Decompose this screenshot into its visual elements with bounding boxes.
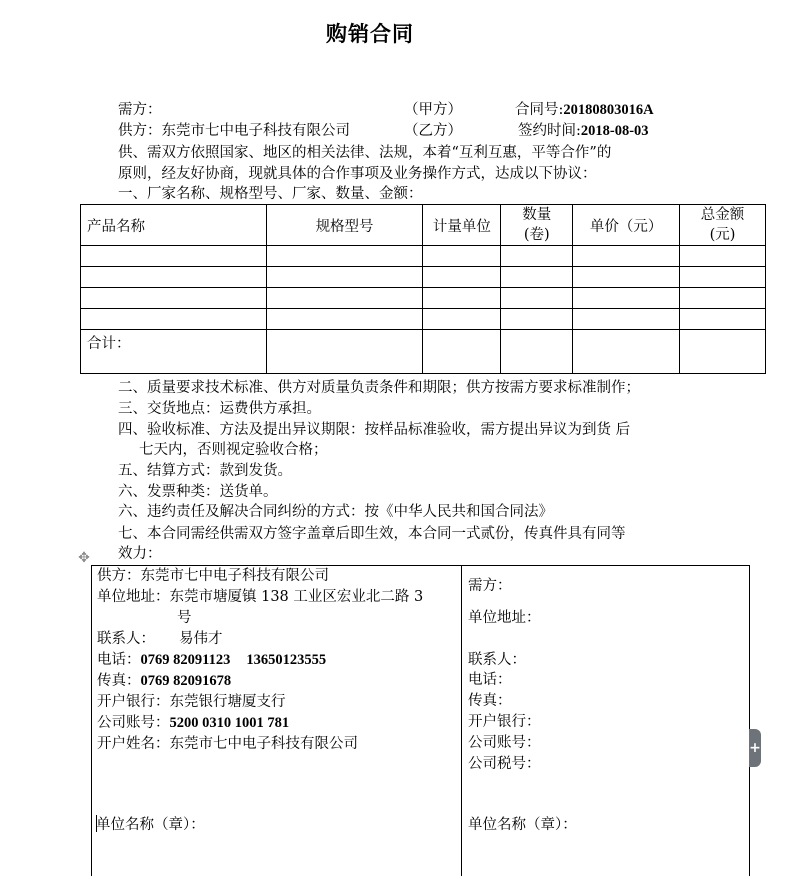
table-row xyxy=(81,267,766,288)
supplier-phone-line xyxy=(97,650,423,671)
supplier-bank-label: 开户银行： xyxy=(97,694,170,710)
clause-6-invoice: 六、发票种类：送货单。 xyxy=(118,484,278,500)
header-unit: 计量单位 xyxy=(423,205,501,246)
contract-number xyxy=(515,100,654,121)
clause-one-heading: 一、厂家名称、规格型号、厂家、数量、金额： xyxy=(118,186,423,202)
preamble-line-1: 供、需双方依照国家、地区的相关法律、法规，本着“互利互惠，平等合作”的 xyxy=(118,145,612,161)
table-cell[interactable] xyxy=(680,288,766,309)
header-total-label: 总金额 xyxy=(700,207,745,223)
table-cell[interactable] xyxy=(423,267,501,288)
clause-4-continued: 七天内，否则视定验收合格； xyxy=(139,442,328,458)
table-cell[interactable] xyxy=(423,246,501,267)
signature-divider xyxy=(461,566,462,876)
clause-7: 七、本合同需经供需双方签字盖章后即生效，本合同一式贰份，传真件具有同等 xyxy=(118,526,626,542)
table-cell[interactable] xyxy=(573,246,680,267)
party-b-label: （乙方） xyxy=(404,123,462,139)
table-cell[interactable] xyxy=(573,330,680,374)
supplier-account-line xyxy=(97,713,423,734)
buyer-phone-label: 电话： xyxy=(468,672,512,688)
table-cell[interactable] xyxy=(266,267,423,288)
supplier-seal-label: 单位名称（章）： xyxy=(96,817,205,833)
table-cell[interactable] xyxy=(501,309,573,330)
buyer-label: 需方： xyxy=(118,102,162,118)
supplier-account-value: 5200 0310 1001 781 xyxy=(169,715,290,731)
supplier-contact-label: 联系人： xyxy=(97,631,155,647)
supplier-name-value: 东莞市七中电子科技有限公司 xyxy=(140,568,329,584)
clause-3: 三、交货地点：运费供方承担。 xyxy=(118,401,321,417)
table-cell[interactable] xyxy=(266,288,423,309)
header-product-name: 产品名称 xyxy=(81,205,267,246)
move-arrows-icon[interactable]: ✥ xyxy=(78,550,90,566)
table-cell[interactable] xyxy=(266,330,423,374)
table-cell[interactable] xyxy=(423,288,501,309)
supplier-fax-value: 0769 82091678 xyxy=(140,673,232,689)
supplier-account-label: 公司账号： xyxy=(97,715,170,731)
table-cell[interactable] xyxy=(81,246,267,267)
table-cell[interactable] xyxy=(81,267,267,288)
table-cell[interactable] xyxy=(501,246,573,267)
buyer-bank-label: 开户银行： xyxy=(468,714,541,730)
buyer-address-label: 单位地址： xyxy=(468,610,541,626)
clause-4: 四、验收标准、方法及提出异议期限：按样品标准验收，需方提出异议为到货 后 xyxy=(118,422,631,438)
preamble-line-2: 原则，经友好协商，现就具体的合作事项及业务操作方式，达成以下协议： xyxy=(118,166,597,182)
seller-value: 东莞市七中电子科技有限公司 xyxy=(161,123,350,139)
buyer-account-label: 公司账号： xyxy=(468,735,541,751)
table-cell[interactable] xyxy=(501,288,573,309)
supplier-address-label: 单位地址： xyxy=(97,589,170,605)
buyer-name-label: 需方： xyxy=(468,578,512,594)
supplier-fax-line xyxy=(97,671,423,692)
table-cell[interactable] xyxy=(423,330,501,374)
header-unit-price: 单价（元） xyxy=(573,205,680,246)
supplier-contact-line xyxy=(97,629,423,650)
supplier-seal[interactable] xyxy=(96,815,205,836)
contract-number-value: 20180803016A xyxy=(563,102,654,118)
table-total-row xyxy=(81,330,766,374)
plus-icon[interactable]: + xyxy=(749,729,761,767)
table-cell[interactable] xyxy=(81,309,267,330)
supplier-phone-label: 电话： xyxy=(97,652,141,668)
header-quantity-unit: (卷) xyxy=(523,227,550,243)
supplier-holder-line xyxy=(97,734,423,755)
supplier-address-value: 东莞市塘厦镇 138 工业区宏业北二路 3 xyxy=(169,589,424,605)
clause-5: 五、结算方式：款到发货。 xyxy=(118,463,292,479)
table-cell[interactable] xyxy=(680,309,766,330)
seller-label: 供方： xyxy=(118,123,162,139)
supplier-address-continued: 号 xyxy=(177,610,192,626)
table-row xyxy=(81,288,766,309)
party-a-label: （甲方） xyxy=(404,102,462,118)
sign-date xyxy=(518,121,649,142)
supplier-address-line xyxy=(97,587,423,608)
header-total-unit: (元) xyxy=(709,227,736,243)
buyer-fax-label: 传真： xyxy=(468,693,512,709)
buyer-tax-label: 公司税号： xyxy=(468,756,541,772)
seller-line xyxy=(118,121,350,142)
table-cell[interactable] xyxy=(501,267,573,288)
supplier-name-line xyxy=(97,566,423,587)
supplier-bank-value: 东莞银行塘厦支行 xyxy=(169,694,286,710)
table-cell[interactable] xyxy=(573,309,680,330)
signature-table xyxy=(91,565,750,876)
table-row xyxy=(81,309,766,330)
table-cell[interactable] xyxy=(680,246,766,267)
clause-7-continued: 效力： xyxy=(118,546,162,562)
document-title: 购销合同 xyxy=(326,21,414,46)
supplier-mobile-value: 13650123555 xyxy=(246,652,327,668)
buyer-seal-label: 单位名称（章）： xyxy=(468,817,577,833)
table-cell[interactable] xyxy=(501,330,573,374)
supplier-holder-label: 开户姓名： xyxy=(97,736,170,752)
table-cell[interactable] xyxy=(423,309,501,330)
table-cell[interactable] xyxy=(573,288,680,309)
sign-date-value: 2018-08-03 xyxy=(580,123,649,139)
clause-2: 二、质量要求技术标准、供方对质量负责条件和期限；供方按需方要求标准制作； xyxy=(118,380,640,396)
header-quantity-label: 数量 xyxy=(522,207,552,223)
table-cell[interactable] xyxy=(680,330,766,374)
items-table xyxy=(80,204,766,374)
header-total-amount xyxy=(680,205,766,246)
supplier-holder-value: 东莞市七中电子科技有限公司 xyxy=(169,736,358,752)
table-cell[interactable] xyxy=(266,246,423,267)
table-cell[interactable] xyxy=(680,267,766,288)
header-quantity xyxy=(501,205,573,246)
table-cell[interactable] xyxy=(573,267,680,288)
buyer-contact-label: 联系人： xyxy=(468,652,526,668)
supplier-name-label: 供方： xyxy=(97,568,141,584)
table-cell[interactable] xyxy=(266,309,423,330)
total-label: 合计： xyxy=(81,330,267,374)
table-header-row xyxy=(81,205,766,246)
supplier-block xyxy=(97,566,423,755)
supplier-phone-value: 0769 82091123 xyxy=(140,652,231,668)
supplier-fax-label: 传真： xyxy=(97,673,141,689)
supplier-contact-value: 易伟才 xyxy=(179,631,223,647)
contract-number-label: 合同号: xyxy=(515,102,564,118)
table-cell[interactable] xyxy=(81,288,267,309)
table-row xyxy=(81,246,766,267)
sign-date-label: 签约时间: xyxy=(518,123,581,139)
supplier-bank-line xyxy=(97,692,423,713)
clause-6-liability: 六、违约责任及解决合同纠纷的方式：按《中华人民共和国合同法》 xyxy=(118,504,553,520)
header-spec-model: 规格型号 xyxy=(266,205,423,246)
